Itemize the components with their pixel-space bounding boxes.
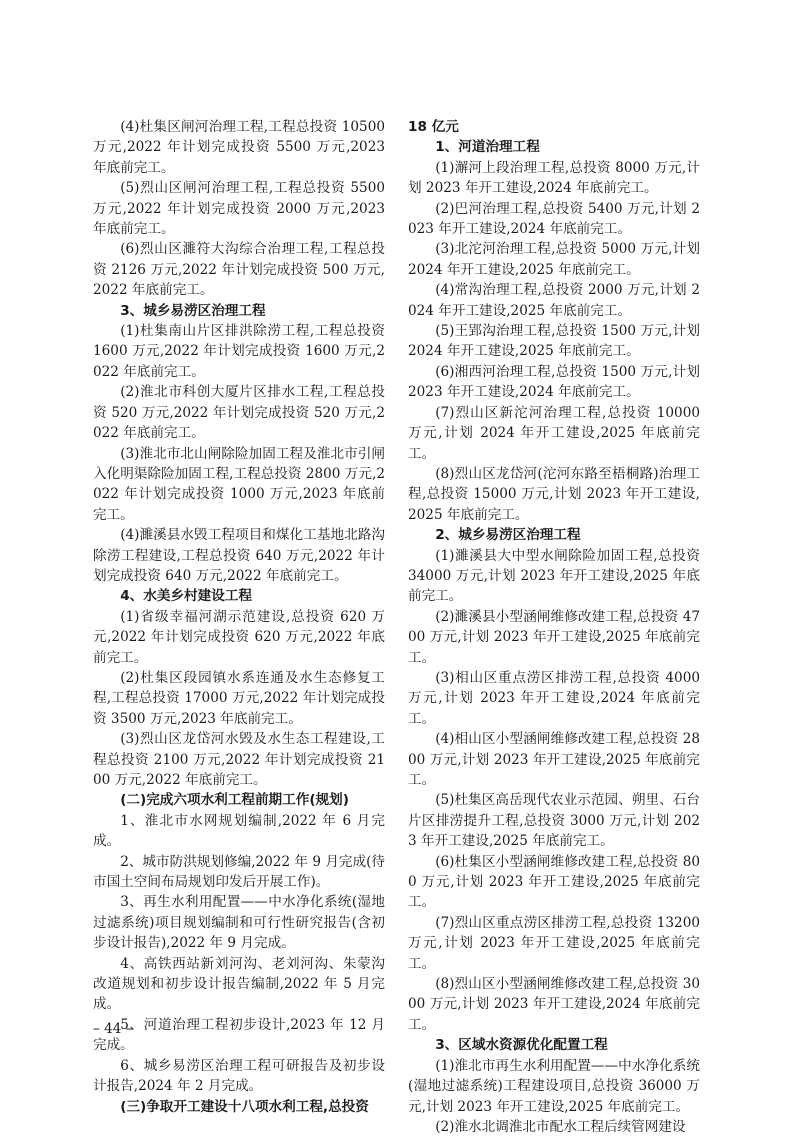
paragraph: (1)澥河上段治理工程,总投资 8000 万元,计划 2023 年开工建设,2024 年底前完工。	[408, 159, 700, 197]
paragraph: 1、淮北市水网规划编制,2022 年 6 月完成。	[93, 812, 385, 850]
paragraph: (1)省级幸福河湖示范建设,总投资 620 万元,2022 年计划完成投资 620 万元,2022 年底前完工。	[93, 608, 385, 666]
paragraph: (3)北沱河治理工程,总投资 5000 万元,计划 2024 年开工建设,2025 年底前完工。	[408, 241, 700, 278]
paragraph: (3)淮北市北山闸除险加固工程及淮北市引闸入化明渠除险加固工程,工程总投资 2800 万元,2022 年计划完成投资 1000 万元,2023 年底前完工。	[93, 445, 385, 523]
paragraph: (8)烈山区小型涵闸维修改建工程,总投资 3000 万元,计划 2023 年开工建设,2024 年底前完工。	[408, 976, 700, 1033]
paragraph: (5)烈山区闸河治理工程,工程总投资 5500 万元,2022 年计划完成投资 2000 万元,2023 年底前完工。	[93, 180, 385, 238]
paragraph: (4)濉溪县水毁工程项目和煤化工基地北路沟除涝工程建设,工程总投资 640 万元,2022 年计划完成投资 640 万元,2022 年底前完工。	[93, 527, 385, 584]
paragraph: (7)烈山区新沱河治理工程,总投资 10000 万元,计划 2024 年开工建设,2025 年底前完工。	[408, 404, 700, 462]
section-heading: 4、水美乡村建设工程	[120, 588, 252, 605]
paragraph: (2)巴河治理工程,总投资 5400 万元,计划 2023 年开工建设,2024 年底前完工。	[408, 200, 700, 238]
section-heading: (三)争取开工建设十八项水利工程,总投资	[120, 1098, 369, 1115]
paragraph: (1)杜集南山片区排洪除涝工程,工程总投资 1600 万元,2022 年计划完成投资 1600 万元,2022 年底前完工。	[93, 323, 385, 380]
section-heading: 18 亿元	[408, 119, 459, 135]
paragraph: (1)淮北市再生水利用配置——中水净化系统(湿地过滤系统)工程建设项目,总投资 36000 万元,计划 2023 年开工建设,2025 年底前完工。	[408, 1057, 700, 1115]
section-heading: 3、城乡易涝区治理工程	[120, 302, 266, 319]
section-heading: (二)完成六项水利工程前期工作(规划)	[120, 792, 349, 809]
paragraph: (1)濉溪县大中型水闸除险加固工程,总投资 34000 万元,计划 2023 年开工建设,2025 年底前完工。	[408, 547, 700, 605]
section-heading: 3、区域水资源优化配置工程	[435, 1037, 608, 1054]
section-heading: 2、城乡易涝区治理工程	[435, 527, 581, 544]
paragraph: (7)烈山区重点涝区排涝工程,总投资 13200 万元,计划 2023 年开工建设,2025 年底前完工。	[408, 914, 700, 972]
left-column	[93, 117, 385, 1117]
page-number: – 44 –	[93, 1021, 133, 1037]
paragraph: (6)烈山区濉符大沟综合治理工程,工程总投资 2126 万元,2022 年计划完成投资 500 万元,2022 年底前完工。	[93, 241, 385, 299]
paragraph: 6、城乡易涝区治理工程可研报告及初步设计报告,2024 年 2 月完成。	[93, 1057, 385, 1095]
paragraph: (4)常沟治理工程,总投资 2000 万元,计划 2024 年开工建设,2025 年底前完工。	[408, 282, 700, 319]
section-heading: 1、河道治理工程	[435, 139, 540, 156]
paragraph: (6)杜集区小型涵闸维修改建工程,总投资 800 万元,计划 2023 年开工建设,2025 年底前完工。	[408, 853, 700, 911]
right-column	[408, 117, 700, 1137]
paragraph: (4)相山区小型涵闸维修改建工程,总投资 2800 万元,计划 2023 年开工建设,2025 年底前完工。	[408, 731, 700, 788]
paragraph: (6)湘西河治理工程,总投资 1500 万元,计划 2023 年开工建设,2024 年底前完工。	[408, 363, 700, 401]
paragraph: 4、高铁西站新刘河沟、老刘河沟、朱蒙沟改道规划和初步设计报告编制,2022 年 5 月完成。	[93, 955, 385, 1013]
paragraph: (2)淮水北调淮北市配水工程后续管网建设	[435, 1118, 686, 1135]
paragraph: (2)淮北市科创大厦片区排水工程,工程总投资 520 万元,2022 年计划完成投资 520 万元,2022 年底前完工。	[93, 384, 385, 442]
paragraph: (5)杜集区高岳现代农业示范园、朔里、石台片区排涝提升工程,总投资 3000 万元,计划 2023 年开工建设,2025 年底前完工。	[408, 792, 700, 850]
paragraph: (4)杜集区闸河治理工程,工程总投资 10500 万元,2022 年计划完成投资 5500 万元,2023 年底前完工。	[93, 119, 385, 176]
paragraph: 5、河道治理工程初步设计,2023 年 12 月完成。	[93, 1016, 385, 1054]
paragraph: (3)相山区重点涝区排涝工程,总投资 4000 万元,计划 2023 年开工建设,2024 年底前完工。	[408, 669, 700, 727]
paragraph: (2)杜集区段园镇水系连通及水生态修复工程,工程总投资 17000 万元,2022 年计划完成投资 3500 万元,2023 年底前完工。	[93, 669, 385, 727]
paragraph: (3)烈山区龙岱河水毁及水生态工程建设,工程总投资 2100 万元,2022 年计划完成投资 2100 万元,2022 年底前完工。	[93, 731, 385, 788]
paragraph: (2)濉溪县小型涵闸维修改建工程,总投资 4700 万元,计划 2023 年开工建设,2025 年底前完工。	[408, 608, 700, 666]
paragraph: (5)王郢沟治理工程,总投资 1500 万元,计划 2024 年开工建设,2025 年底前完工。	[408, 323, 700, 360]
paragraph: 2、城市防洪规划修编,2022 年 9 月完成(待市国土空间布局规划印发后开展工作)。	[93, 853, 385, 891]
paragraph: (8)烈山区龙岱河(沱河东路至梧桐路)治理工程,总投资 15000 万元,计划 2023 年开工建设,2025 年底前完工。	[408, 465, 700, 523]
paragraph: 3、再生水利用配置——中水净化系统(湿地过滤系统)项目规划编制和可行性研究报告(含初步设计报告),2022 年 9 月完成。	[93, 894, 385, 952]
